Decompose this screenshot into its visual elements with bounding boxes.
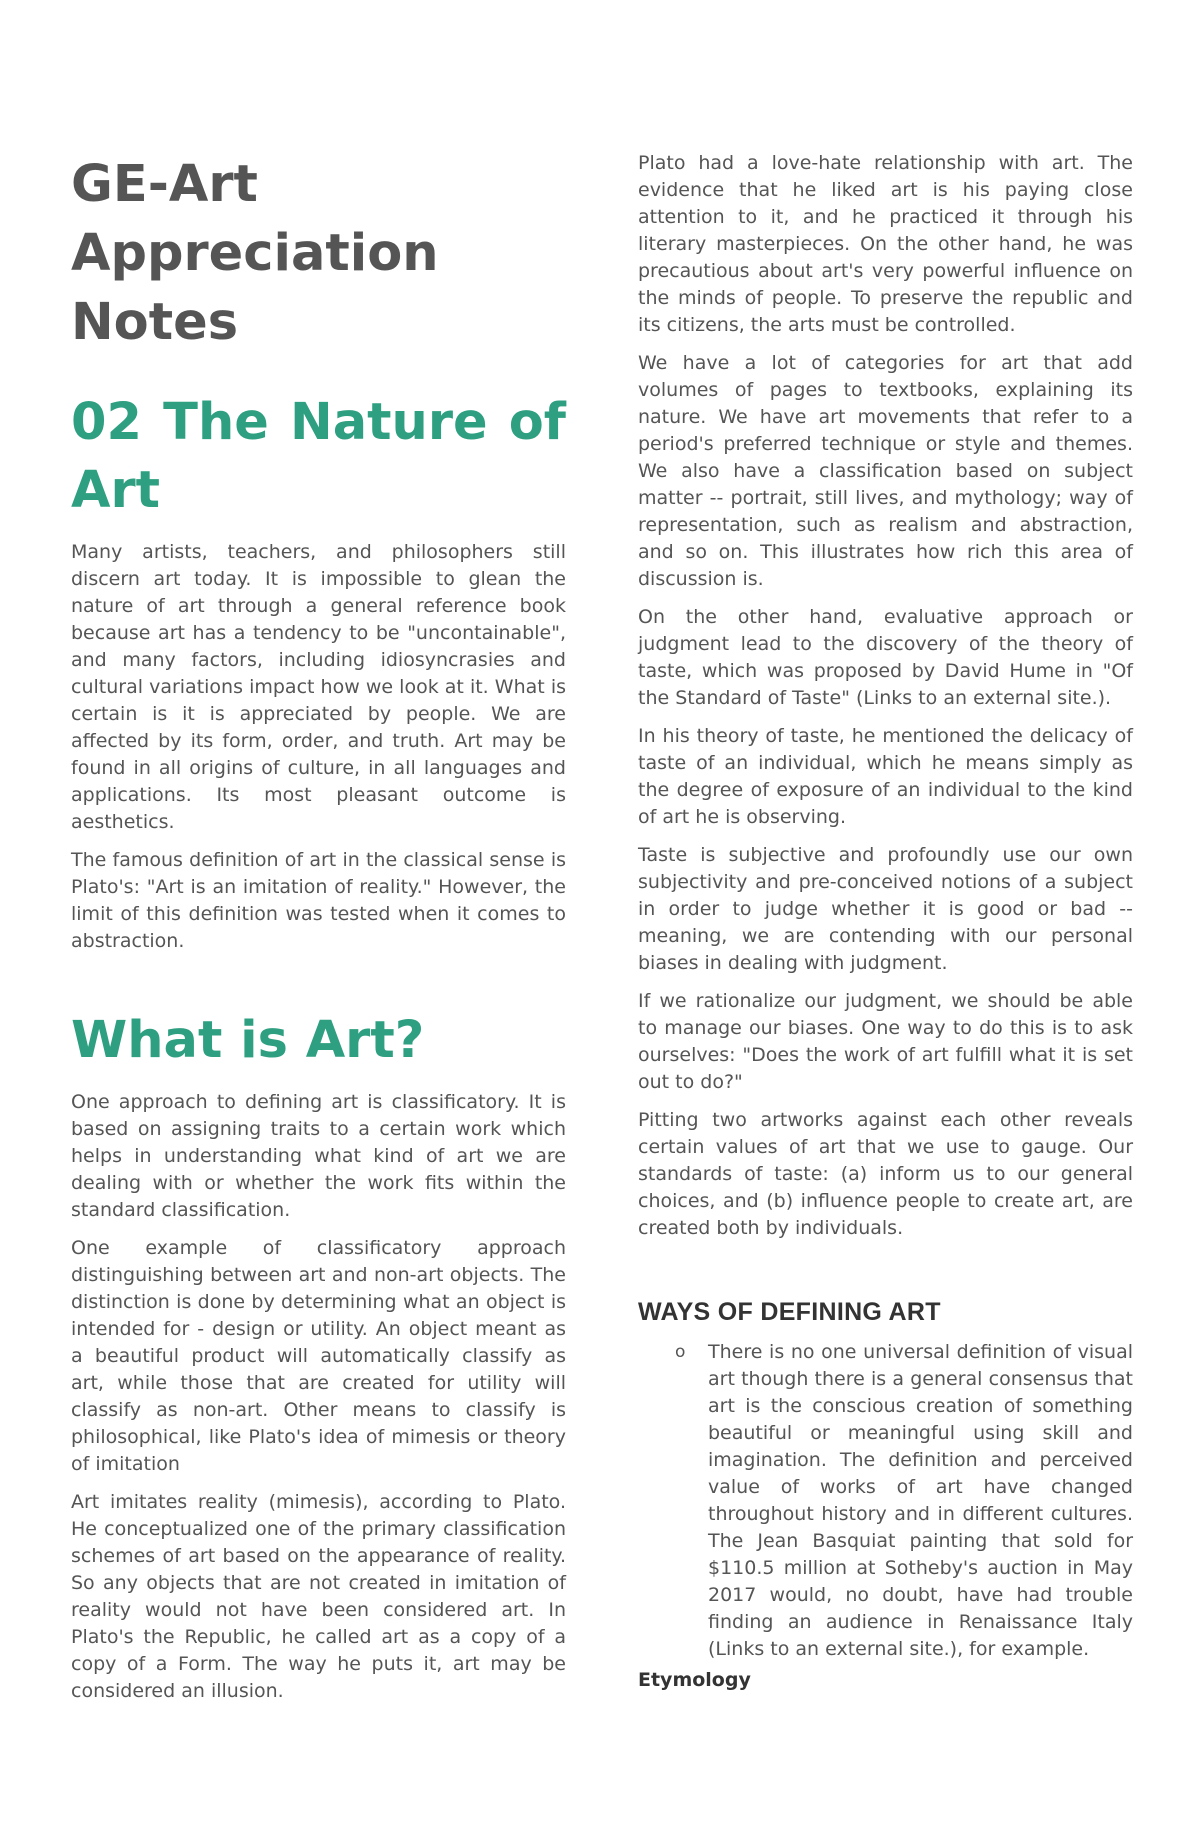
left-column <box>71 150 566 1835</box>
paragraph: We have a lot of categories for art that add volumes of pages to textbooks, explaining its nature. We have art movements that refer to a period's preferred technique or style and themes. We also have a classification based on subject matter -- portrait, still lives, and mythology; way of representation, such as realism and abstraction, and so on. This illustrates how rich this area of discussion is. <box>638 352 1133 590</box>
document-title <box>71 150 566 357</box>
section-title-what-is-art: What is Art? <box>71 1011 425 1070</box>
etymology-heading: Etymology <box>638 1669 751 1691</box>
paragraph: On the other hand, evaluative approach or judgment lead to the discovery of the theory of taste, which was proposed by David Hume in "Of the Standard of Taste" (Links to an external site.). <box>638 606 1133 709</box>
paragraph: One approach to defining art is classificatory. It is based on assigning traits to a certain work which helps in understanding what kind of art we are dealing with or whether the work fits within the standard classification. <box>71 1091 566 1221</box>
section-title-nature-of-art: 02 The Nature of Art <box>71 393 566 520</box>
title-line: Notes <box>71 293 239 352</box>
paragraph: Pitting two artworks against each other reveals certain values of art that we use to gauge. Our standards of taste: (a) inform us to our general choices, and (b) influence people to create art, are created both by individuals. <box>638 1109 1133 1239</box>
paragraph: Art imitates reality (mimesis), according to Plato. He conceptualized one of the primary classification schemes of art based on the appearance of reality. So any objects that are not created in imitation of reality would not have been considered art. In Plato's the Republic, he called art as a copy of a copy of a Form. The way he puts it, art may be considered an illusion. <box>71 1491 566 1702</box>
paragraph: In his theory of taste, he mentioned the delicacy of taste of an individual, which he means simply as the degree of exposure of an individual to the kind of art he is observing. <box>638 725 1133 828</box>
bullet-list <box>638 1339 1133 1663</box>
paragraph: If we rationalize our judgment, we should be able to manage our biases. One way to do this is to ask ourselves: "Does the work of art fulfill what it is set out to do?" <box>638 990 1133 1093</box>
title-line: GE-Art <box>71 155 258 214</box>
list-item <box>638 1339 1133 1663</box>
paragraph: One example of classificatory approach distinguishing between art and non-art objects. The distinction is done by determining what an object is intended for - design or utility. An object meant as a beautiful product will automatically classify as art, while those that are created for utility will classify as non-art. Other means to classify is philosophical, like Plato's idea of mimesis or theory of imitation <box>71 1237 566 1475</box>
bullet-icon: o <box>675 1342 686 1362</box>
paragraph: Plato had a love-hate relationship with art. The evidence that he liked art is his paying close attention to it, and he practiced it through his literary masterpieces. On the other hand, he was precautious about art's very powerful influence on the minds of people. To preserve the republic and its citizens, the arts must be controlled. <box>638 152 1133 336</box>
right-column <box>638 150 1133 1835</box>
paragraph: The famous definition of art in the classical sense is Plato's: "Art is an imitation of reality." However, the limit of this definition was tested when it comes to abstraction. <box>71 849 566 952</box>
paragraph: Taste is subjective and profoundly use our own subjectivity and pre-conceived notions of a subject in order to judge whether it is good or bad -- meaning, we are contending with our personal biases in dealing with judgment. <box>638 844 1133 974</box>
subheading-ways-of-defining-art: WAYS OF DEFINING ART <box>638 1298 941 1326</box>
title-line: Appreciation <box>71 224 439 283</box>
paragraph: Many artists, teachers, and philosophers still discern art today. It is impossible to glean the nature of art through a general reference book because art has a tendency to be "uncontainable", and many factors, including idiosyncrasies and cultural variations impact how we look at it. What is certain is it is appreciated by people. We are affected by its form, order, and truth. Art may be found in all origins of culture, in all languages and applications. Its most pleasant outcome is aesthetics. <box>71 541 566 833</box>
bullet-text: There is no one universal definition of visual art though there is a general consensus that art is the conscious creation of something beautiful or meaningful using skill and imagination. The definition and perceived value of works of art have changed throughout history and in different cultures. The Jean Basquiat painting that sold for $110.5 million at Sotheby's auction in May 2017 would, no doubt, have had trouble finding an audience in Renaissance Italy (Links to an external site.), for example. <box>708 1341 1133 1660</box>
